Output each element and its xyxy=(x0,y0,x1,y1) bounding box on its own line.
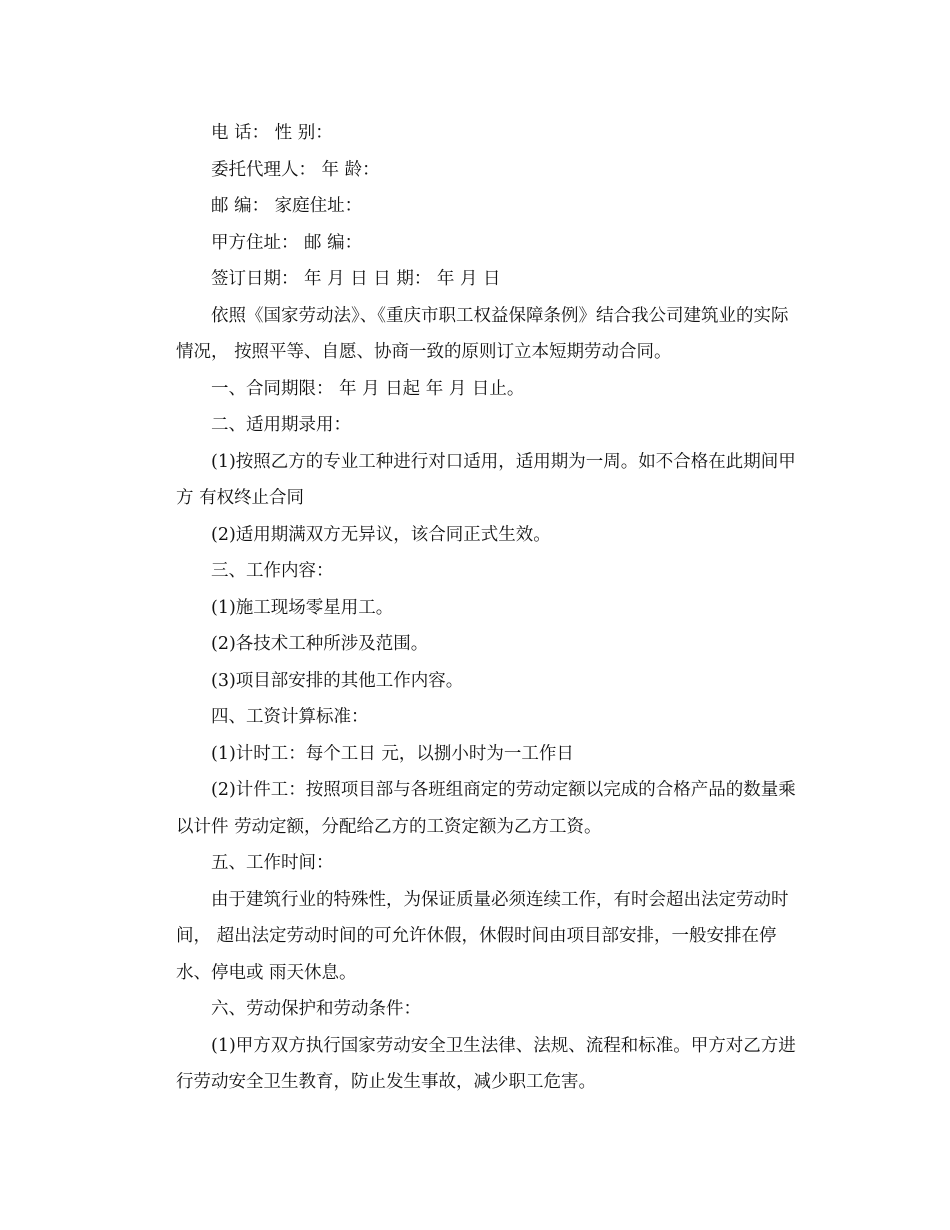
wage-item-2 xyxy=(141,772,821,845)
text-line: 三、工作内容： xyxy=(211,561,334,581)
text-line: (1)甲方双方执行国家劳动安全卫生法律、法规、流程和标准。甲方对乙方进 xyxy=(211,1035,796,1056)
section-wage-heading xyxy=(141,699,821,736)
text-line: 电 话： 性 别： xyxy=(211,123,333,143)
postcode-address-line xyxy=(141,188,821,225)
text-line: 五、工作时间： xyxy=(211,853,334,873)
labor-protection-item-1 xyxy=(141,1028,821,1101)
text-line: (2)各技术工种所涉及范围。 xyxy=(211,634,429,654)
text-line: 二、适用期录用： xyxy=(211,415,351,435)
wage-item-1 xyxy=(141,736,821,773)
text-line: 委托代理人： 年 龄： xyxy=(211,159,380,180)
text-line: 依照《国家劳动法》、《重庆市职工权益保障条例》结合我公司建筑业的实际 xyxy=(211,305,789,326)
section-work-content-heading xyxy=(141,553,821,590)
text-line: (3)项目部安排的其他工作内容。 xyxy=(211,670,464,691)
text-line: 以计件 劳动定额，分配给乙方的工资定额为乙方工资。 xyxy=(176,816,602,837)
text-line: 签订日期： 年 月 日 日 期： 年 月 日 xyxy=(211,269,501,289)
text-line: 由于建筑行业的特殊性，为保证质量必须连续工作，有时会超出法定劳动时 xyxy=(211,889,789,910)
text-line: 方 有权终止合同 xyxy=(176,488,305,508)
document-body xyxy=(141,115,821,1101)
text-line: 情况， 按照平等、自愿、协商一致的原则订立本短期劳动合同。 xyxy=(176,342,672,362)
section-probation-heading xyxy=(141,407,821,444)
text-line: (1)施工现场零星用工。 xyxy=(211,597,394,618)
probation-item-1 xyxy=(141,444,821,517)
text-line: 六、劳动保护和劳动条件： xyxy=(211,999,421,1019)
signing-date-line xyxy=(141,261,821,298)
agent-age-line xyxy=(141,152,821,189)
work-content-item-2 xyxy=(141,626,821,663)
text-line: 邮 编： 家庭住址： xyxy=(211,196,363,216)
text-line: (2)计件工：按照项目部与各班组商定的劳动定额以完成的合格产品的数量乘 xyxy=(211,780,796,800)
work-content-item-1 xyxy=(141,590,821,627)
section-labor-protection-heading xyxy=(141,991,821,1028)
text-line: (1)按照乙方的专业工种进行对口适用，适用期为一周。如不合格在此期间甲 xyxy=(211,451,796,472)
probation-item-2 xyxy=(141,517,821,554)
text-line: 行劳动安全卫生教育，防止发生事故，减少职工危害。 xyxy=(176,1072,596,1092)
work-content-item-3 xyxy=(141,663,821,700)
text-line: 一、合同期限： 年 月 日起 年 月 日止。 xyxy=(211,378,525,399)
phone-gender-line xyxy=(141,115,821,152)
party-a-address-line xyxy=(141,225,821,262)
preamble-paragraph xyxy=(141,298,821,371)
text-line: 间， 超出法定劳动时间的可允许休假，休假时间由项目部安排，一般安排在停 xyxy=(176,926,777,946)
section-work-time-heading xyxy=(141,845,821,882)
section-contract-term xyxy=(141,371,821,408)
text-line: 水、停电或 雨天休息。 xyxy=(176,962,357,983)
work-time-paragraph xyxy=(141,882,821,992)
text-line: (2)适用期满双方无异议，该合同正式生效。 xyxy=(211,524,551,545)
text-line: (1)计时工：每个工日 元，以捌小时为一工作日 xyxy=(211,743,574,764)
text-line: 四、工资计算标准： xyxy=(211,707,369,727)
text-line: 甲方住址： 邮 编： xyxy=(211,232,363,253)
